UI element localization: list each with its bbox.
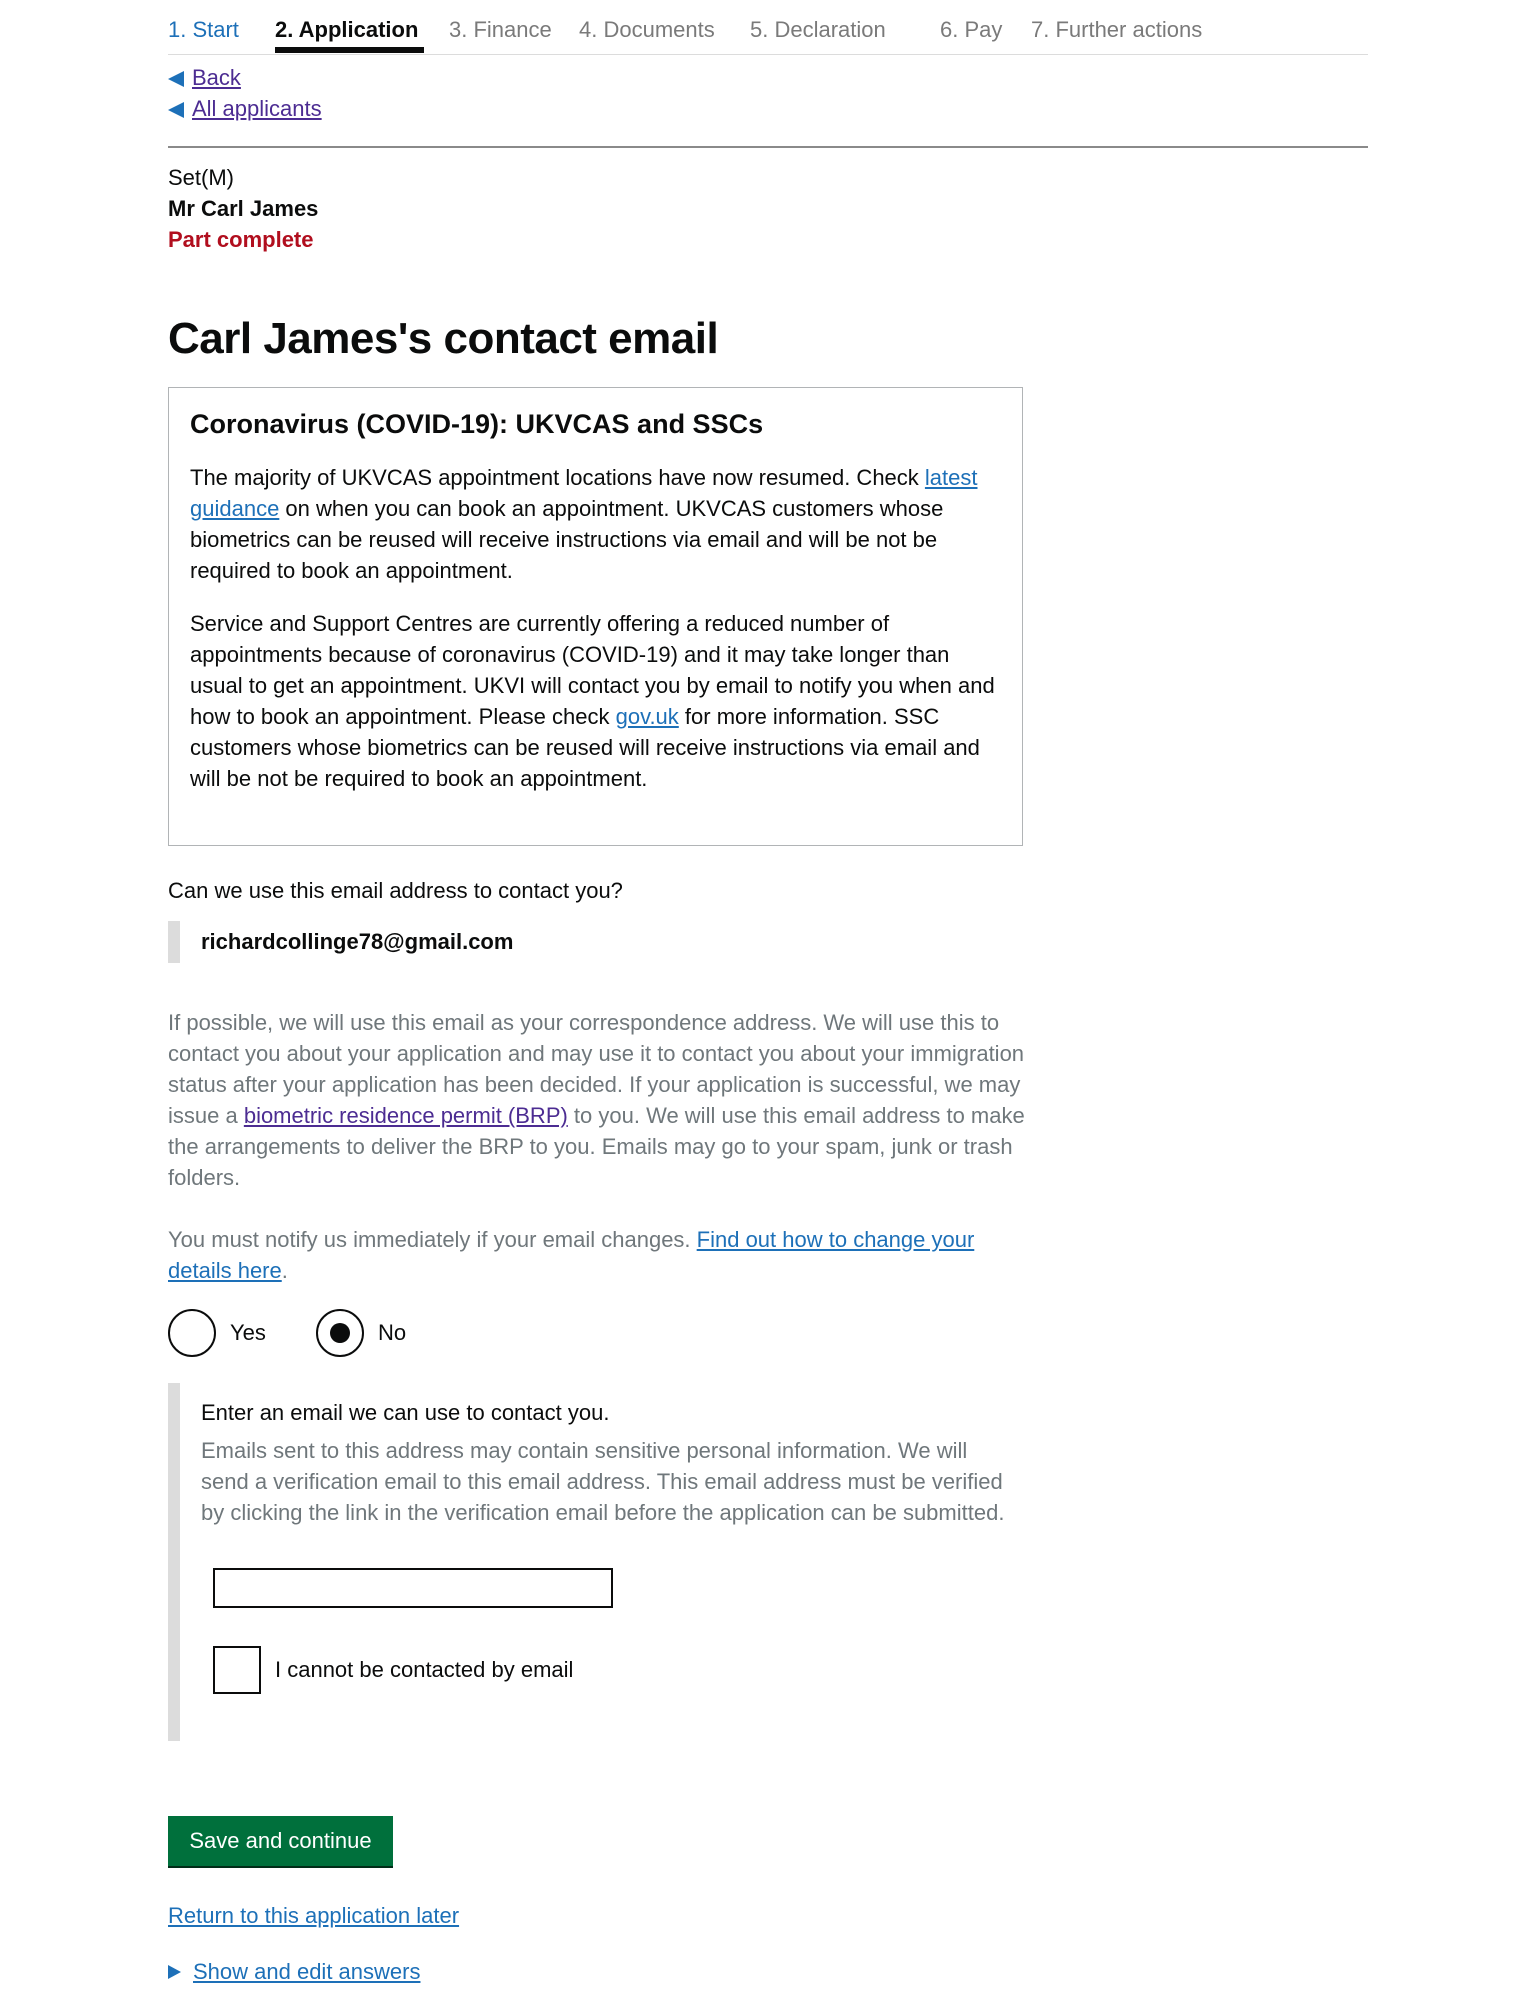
covid-notice-panel [168,387,1023,846]
alternative-email-hint: Emails sent to this address may contain sensitive personal information. We will send a verification email to this email address. This email address must be verified by clicking the link in the verification email before the application can be submitted. [201,1438,1005,1525]
all-applicants-label: All applicants [192,96,322,121]
cannot-contact-label[interactable]: I cannot be contacted by email [275,1657,574,1682]
notice-paragraph-2: Service and Support Centres are currently offering a reduced number of appointments because of coronavirus (COVID-19) and it may take longer than usual to get an appointment. UKVI will contact you by email to notify you when and how to book an appointment. Please check gov.uk for more information. SSC customers whose biometrics can be reused will receive instructions via email and will be not be required to book an appointment. [190,611,995,791]
notify-change-hint: You must notify us immediately if your email changes. Find out how to change your details here. [168,1227,975,1283]
show-edit-answers-label: Show and edit answers [193,1959,421,1984]
show-edit-answers-toggle[interactable] [168,1956,420,1987]
cannot-contact-checkbox[interactable] [213,1646,261,1694]
return-later-link[interactable]: Return to this application later [168,1903,460,1928]
gov-uk-link[interactable]: gov.uk [615,704,679,729]
applicant-status: Part complete [168,227,314,252]
applicant-set: Set(M) [168,165,234,190]
back-arrow-icon [168,102,184,118]
radio-yes-label[interactable]: Yes [230,1320,266,1345]
step-finance: 3. Finance [449,17,552,42]
step-documents: 4. Documents [579,17,715,42]
radio-no-circle[interactable] [316,1309,364,1357]
back-links [168,62,322,124]
radio-no-label[interactable]: No [378,1320,407,1345]
brp-link[interactable]: biometric residence permit (BRP) [243,1103,568,1128]
alternative-email-label: Enter an email we can use to contact you. [201,1400,610,1425]
page-title: Carl James's contact email [168,314,719,363]
latest-guidance-link[interactable]: latest guidance [190,465,978,521]
email-question: Can we use this email address to contact you? [168,878,623,903]
step-start[interactable]: 1. Start [168,17,239,42]
alternative-email-panel [168,1383,1028,1741]
radio-selected-dot [330,1323,350,1343]
notice-heading: Coronavirus (COVID-19): UKVCAS and SSCs [190,409,764,439]
expand-triangle-icon [168,1965,181,1979]
notice-paragraph-1: The majority of UKVCAS appointment locations have now resumed. Check latest guidance on when you can book an appointment. UKVCAS customers whose biometrics can be reused will receive instructions via email and will be not be required to book an appointment. [190,465,978,583]
step-application: 2. Application [275,17,419,42]
step-pay: 6. Pay [940,17,1003,42]
save-and-continue-button[interactable]: Save and continue [168,1816,393,1866]
current-step-indicator [275,47,424,53]
change-details-link[interactable]: Find out how to change your details here [168,1227,975,1283]
back-arrow-icon [168,71,184,87]
radio-yes-circle[interactable] [168,1309,216,1357]
back-link[interactable] [168,62,322,93]
section-divider [168,146,1368,148]
correspondence-hint: If possible, we will use this email as your correspondence address. We will use this to contact you about your application and may use it to contact you about your immigration status after your application has been decided. If your application is successful, we may issue a biometric residence permit (BRP) to you. We will use this email address to make the arrangements to deliver the BRP to you. Emails may go to your spam, junk or trash folders. [168,1010,1025,1190]
applicant-name: Mr Carl James [168,196,319,221]
alternative-email-input[interactable] [213,1568,613,1608]
step-further-actions: 7. Further actions [1031,17,1203,42]
back-link-label: Back [192,65,241,90]
step-declaration: 5. Declaration [750,17,886,42]
all-applicants-link[interactable] [168,93,322,124]
applicant-summary [168,162,318,255]
current-email-inset: richardcollinge78@gmail.com [168,921,768,963]
